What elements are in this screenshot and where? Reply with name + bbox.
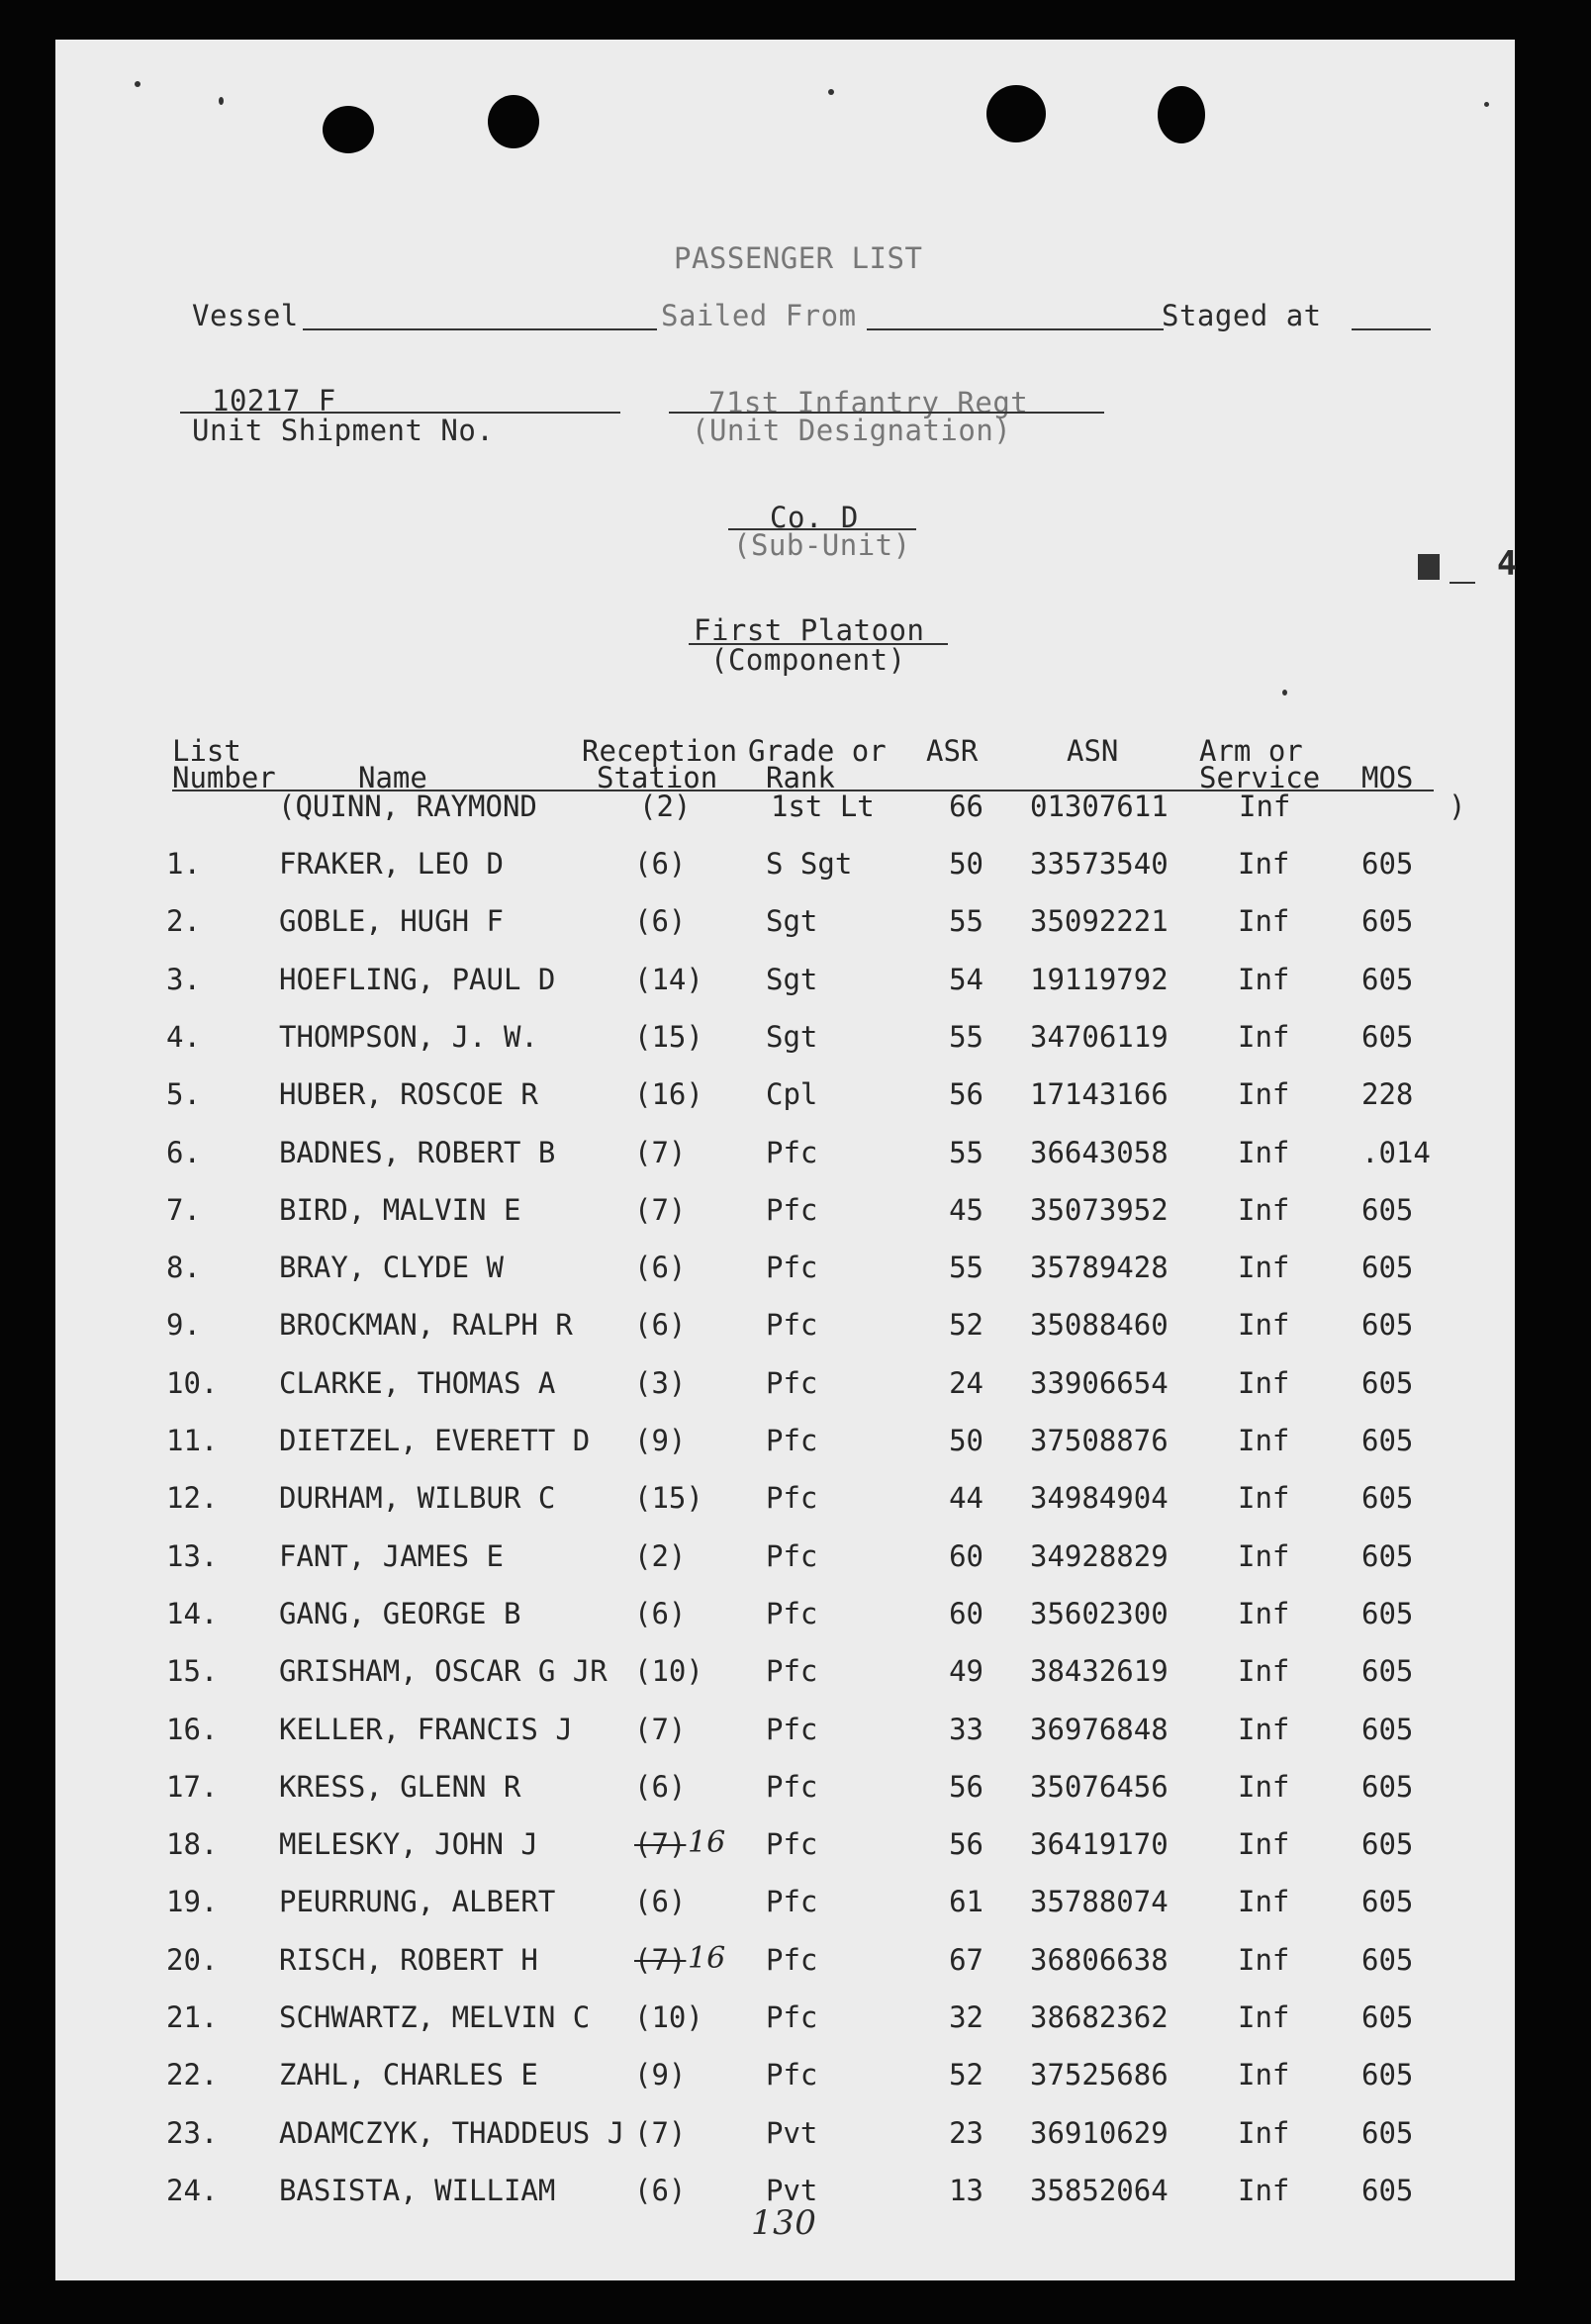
row-grade: Pfc [766,1308,818,1342]
row-asn: 33906654 [1030,1366,1169,1400]
row-asn: 33573540 [1030,847,1169,881]
col-reception-line1: Reception [582,734,738,768]
row-asr: 61 [949,1885,983,1918]
row-arm: Inf [1238,904,1290,938]
row-list-number: 21. [166,2000,219,2034]
row-station: (6) [634,1885,687,1918]
vessel-underline [303,328,657,330]
row-station: (3) [634,1366,687,1400]
row-mos: 605 [1361,1193,1414,1227]
sub-unit-label: (Sub-Unit) [733,528,911,562]
row-asn: 34928829 [1030,1539,1169,1573]
component-label: (Component) [710,643,906,677]
row-grade: Pfc [766,1827,818,1861]
row-name: ADAMCZYK, THADDEUS J [279,2116,625,2150]
row-station: (7) [634,1827,687,1861]
row-list-number: 24. [166,2174,219,2207]
row-name: HUBER, ROSCOE R [279,1077,538,1111]
row-mos: 605 [1361,2058,1414,2092]
unit-designation: 71st Infantry Regt [708,386,1029,419]
row-station-handwritten: 16 [688,1941,726,1976]
row-asn: 19119792 [1030,963,1169,996]
row-grade: Pvt [766,2174,818,2207]
officer-close: ) [1449,790,1466,823]
row-arm: Inf [1238,1539,1290,1573]
row-list-number: 15. [166,1654,219,1688]
row-mos: 605 [1361,1366,1414,1400]
row-name: ZAHL, CHARLES E [279,2058,538,2092]
row-asr: 32 [949,2000,983,2034]
row-grade: Pfc [766,1251,818,1284]
row-asn: 35076456 [1030,1770,1169,1804]
component: First Platoon [694,613,925,647]
officer-name: (QUINN, RAYMOND [278,790,537,823]
row-arm: Inf [1238,963,1290,996]
row-station-handwritten: 16 [688,1825,726,1860]
row-arm: Inf [1238,1827,1290,1861]
row-list-number: 16. [166,1713,219,1746]
row-grade: Cpl [766,1077,818,1111]
row-list-number: 23. [166,2116,219,2150]
row-grade: Pfc [766,1539,818,1573]
row-station: (6) [634,904,687,938]
row-asr: 56 [949,1827,983,1861]
row-asr: 56 [949,1770,983,1804]
speck [219,97,224,105]
row-name: HOEFLING, PAUL D [279,963,556,996]
sailed-from-label: Sailed From [661,299,857,332]
row-station: (6) [634,1308,687,1342]
row-asr: 44 [949,1481,983,1515]
row-list-number: 12. [166,1481,219,1515]
row-arm: Inf [1238,1077,1290,1111]
row-asr: 56 [949,1077,983,1111]
row-arm: Inf [1238,2174,1290,2207]
page-number [1347,511,1518,617]
row-station: (6) [634,1770,687,1804]
vessel-label: Vessel [192,299,299,332]
row-asn: 35789428 [1030,1251,1169,1284]
row-asn: 37525686 [1030,2058,1169,2092]
row-arm: Inf [1238,1713,1290,1746]
row-mos: 605 [1361,963,1414,996]
speck [828,89,834,95]
page-title: PASSENGER LIST [674,241,923,275]
row-asn: 36419170 [1030,1827,1169,1861]
row-mos: 605 [1361,904,1414,938]
row-arm: Inf [1238,1770,1290,1804]
row-station: (16) [634,1077,703,1111]
row-name: GOBLE, HUGH F [279,904,504,938]
row-name: KRESS, GLENN R [279,1770,521,1804]
row-list-number: 18. [166,1827,219,1861]
col-list-line1: List [172,734,241,768]
row-name: RISCH, ROBERT H [279,1943,538,1977]
document-sheet [55,40,1518,2280]
officer-asr: 66 [949,790,983,823]
row-grade: Pfc [766,1366,818,1400]
sailed-underline [867,328,1164,330]
col-mos: MOS [1361,761,1414,794]
row-list-number: 9. [166,1308,201,1342]
row-asr: 60 [949,1597,983,1630]
col-name: Name [358,761,427,794]
row-mos: 605 [1361,1539,1414,1573]
row-asr: 45 [949,1193,983,1227]
row-list-number: 6. [166,1136,201,1169]
row-grade: Pfc [766,1597,818,1630]
row-asr: 24 [949,1366,983,1400]
col-reception-line2: Station [597,761,718,794]
speck [1282,690,1287,696]
officer-station: (2) [639,790,692,823]
row-name: BROCKMAN, RALPH R [279,1308,573,1342]
row-asn: 36806638 [1030,1943,1169,1977]
row-arm: Inf [1238,2116,1290,2150]
row-name: GANG, GEORGE B [279,1597,521,1630]
row-asn: 34706119 [1030,1020,1169,1054]
staged-underline [1352,328,1431,330]
row-list-number: 1. [166,847,201,881]
row-asr: 33 [949,1713,983,1746]
row-asn: 35852064 [1030,2174,1169,2207]
row-grade: Sgt [766,1020,818,1054]
row-asr: 52 [949,2058,983,2092]
speck [135,81,140,87]
row-station: (7) [634,1193,687,1227]
row-asn: 36910629 [1030,2116,1169,2150]
row-arm: Inf [1238,1943,1290,1977]
row-mos: 228 [1361,1077,1414,1111]
row-station: (15) [634,1481,703,1515]
row-station: (6) [634,2174,687,2207]
row-mos: 605 [1361,2174,1414,2207]
row-name: FANT, JAMES E [279,1539,504,1573]
row-asn: 34984904 [1030,1481,1169,1515]
row-name: BADNES, ROBERT B [279,1136,556,1169]
col-asr: ASR [926,734,979,768]
row-asr: 55 [949,1251,983,1284]
row-station: (10) [634,2000,703,2034]
row-station: (7) [634,2116,687,2150]
officer-grade: 1st Lt [771,790,875,823]
row-mos: 605 [1361,2116,1414,2150]
row-list-number: 19. [166,1885,219,1918]
officer-asn: 01307611 [1030,790,1169,823]
row-asn: 35788074 [1030,1885,1169,1918]
shipment-number: 10217 F [212,384,336,418]
row-asr: 67 [949,1943,983,1977]
row-mos: 605 [1361,1770,1414,1804]
row-name: DIETZEL, EVERETT D [279,1424,591,1457]
row-station: (6) [634,847,687,881]
row-grade: Pfc [766,1885,818,1918]
row-list-number: 10. [166,1366,219,1400]
row-name: SCHWARTZ, MELVIN C [279,2000,591,2034]
row-mos: 605 [1361,1597,1414,1630]
sub-unit: Co. D [770,501,859,534]
row-asr: 55 [949,904,983,938]
row-station: (9) [634,1424,687,1457]
row-list-number: 22. [166,2058,219,2092]
row-grade: Pvt [766,2116,818,2150]
row-grade: Pfc [766,2058,818,2092]
unit-designation-label: (Unit Designation) [692,414,1012,447]
speck [1484,102,1489,107]
row-arm: Inf [1238,1424,1290,1457]
row-grade: Pfc [766,1713,818,1746]
row-arm: Inf [1238,1885,1290,1918]
row-list-number: 11. [166,1424,219,1457]
row-grade: S Sgt [766,847,853,881]
row-arm: Inf [1238,1308,1290,1342]
row-grade: Pfc [766,2000,818,2034]
row-grade: Pfc [766,1654,818,1688]
row-name: THOMPSON, J. W. [279,1020,538,1054]
row-grade: Pfc [766,1424,818,1457]
handwritten-count: 130 [751,2203,817,2243]
row-mos: 605 [1361,1020,1414,1054]
col-grade-line2: Rank [766,761,835,794]
row-arm: Inf [1238,1020,1290,1054]
row-list-number: 17. [166,1770,219,1804]
row-list-number: 4. [166,1020,201,1054]
row-grade: Pfc [766,1943,818,1977]
row-name: CLARKE, THOMAS A [279,1366,556,1400]
row-list-number: 7. [166,1193,201,1227]
row-asr: 54 [949,963,983,996]
row-station: (7) [634,1713,687,1746]
punch-hole [1158,86,1205,143]
row-list-number: 14. [166,1597,219,1630]
row-asn: 37508876 [1030,1424,1169,1457]
row-list-number: 3. [166,963,201,996]
row-mos: 605 [1361,1713,1414,1746]
row-arm: Inf [1238,1481,1290,1515]
row-mos: 605 [1361,1885,1414,1918]
row-asn: 38682362 [1030,2000,1169,2034]
row-asn: 35602300 [1030,1597,1169,1630]
row-name: BIRD, MALVIN E [279,1193,521,1227]
row-arm: Inf [1238,847,1290,881]
row-asr: 23 [949,2116,983,2150]
row-asr: 55 [949,1020,983,1054]
row-asn: 17143166 [1030,1077,1169,1111]
row-asr: 49 [949,1654,983,1688]
row-station: (14) [634,963,703,996]
punch-hole [986,85,1046,142]
row-mos: 605 [1361,1827,1414,1861]
punch-hole [488,95,539,148]
punch-hole [323,106,374,153]
row-list-number: 13. [166,1539,219,1573]
row-name: BRAY, CLYDE W [279,1251,504,1284]
row-name: FRAKER, LEO D [279,847,504,881]
row-asn: 35092221 [1030,904,1169,938]
row-mos: 605 [1361,1251,1414,1284]
row-asr: 52 [949,1308,983,1342]
row-station: (7) [634,1136,687,1169]
row-asn: 36643058 [1030,1136,1169,1169]
row-arm: Inf [1238,1251,1290,1284]
col-arm-line1: Arm or [1199,734,1303,768]
row-station: (15) [634,1020,703,1054]
row-station: (2) [634,1539,687,1573]
row-name: BASISTA, WILLIAM [279,2174,556,2207]
row-list-number: 2. [166,904,201,938]
page-mark-icon [1418,554,1440,580]
row-asr: 50 [949,847,983,881]
row-arm: Inf [1238,1136,1290,1169]
row-arm: Inf [1238,1366,1290,1400]
row-station: (9) [634,2058,687,2092]
row-arm: Inf [1238,1193,1290,1227]
row-asr: 50 [949,1424,983,1457]
row-arm: Inf [1238,2000,1290,2034]
staged-at-label: Staged at [1162,299,1322,332]
row-asn: 35073952 [1030,1193,1169,1227]
row-grade: Pfc [766,1136,818,1169]
row-asr: 55 [949,1136,983,1169]
row-mos: 605 [1361,1654,1414,1688]
row-station: (10) [634,1654,703,1688]
row-asr: 13 [949,2174,983,2207]
row-station: (6) [634,1251,687,1284]
row-mos: 605 [1361,1943,1414,1977]
row-asn: 35088460 [1030,1308,1169,1342]
page-number-value: 4 [1496,544,1518,584]
row-asn: 36976848 [1030,1713,1169,1746]
row-station: (7) [634,1943,687,1977]
row-mos: 605 [1361,2000,1414,2034]
col-arm-line2: Service [1199,761,1321,794]
row-mos: 605 [1361,1424,1414,1457]
row-grade: Pfc [766,1770,818,1804]
col-asn: ASN [1067,734,1119,768]
row-mos: 605 [1361,847,1414,881]
row-grade: Sgt [766,904,818,938]
row-name: MELESKY, JOHN J [279,1827,538,1861]
officer-arm: Inf [1239,790,1291,823]
page-mark-line [1450,582,1475,584]
row-name: KELLER, FRANCIS J [279,1713,573,1746]
row-grade: Pfc [766,1481,818,1515]
col-grade-line1: Grade or [748,734,887,768]
row-name: DURHAM, WILBUR C [279,1481,556,1515]
row-mos: 605 [1361,1308,1414,1342]
row-list-number: 5. [166,1077,201,1111]
row-name: GRISHAM, OSCAR G JR [279,1654,608,1688]
row-station: (6) [634,1597,687,1630]
row-mos: .014 [1361,1136,1431,1169]
row-list-number: 20. [166,1943,219,1977]
row-mos: 605 [1361,1481,1414,1515]
col-list-line2: Number [172,761,276,794]
row-grade: Sgt [766,963,818,996]
row-asr: 60 [949,1539,983,1573]
row-name: PEURRUNG, ALBERT [279,1885,556,1918]
row-arm: Inf [1238,1597,1290,1630]
shipment-label: Unit Shipment No. [192,414,495,447]
row-list-number: 8. [166,1251,201,1284]
row-arm: Inf [1238,2058,1290,2092]
row-arm: Inf [1238,1654,1290,1688]
row-asn: 38432619 [1030,1654,1169,1688]
row-grade: Pfc [766,1193,818,1227]
